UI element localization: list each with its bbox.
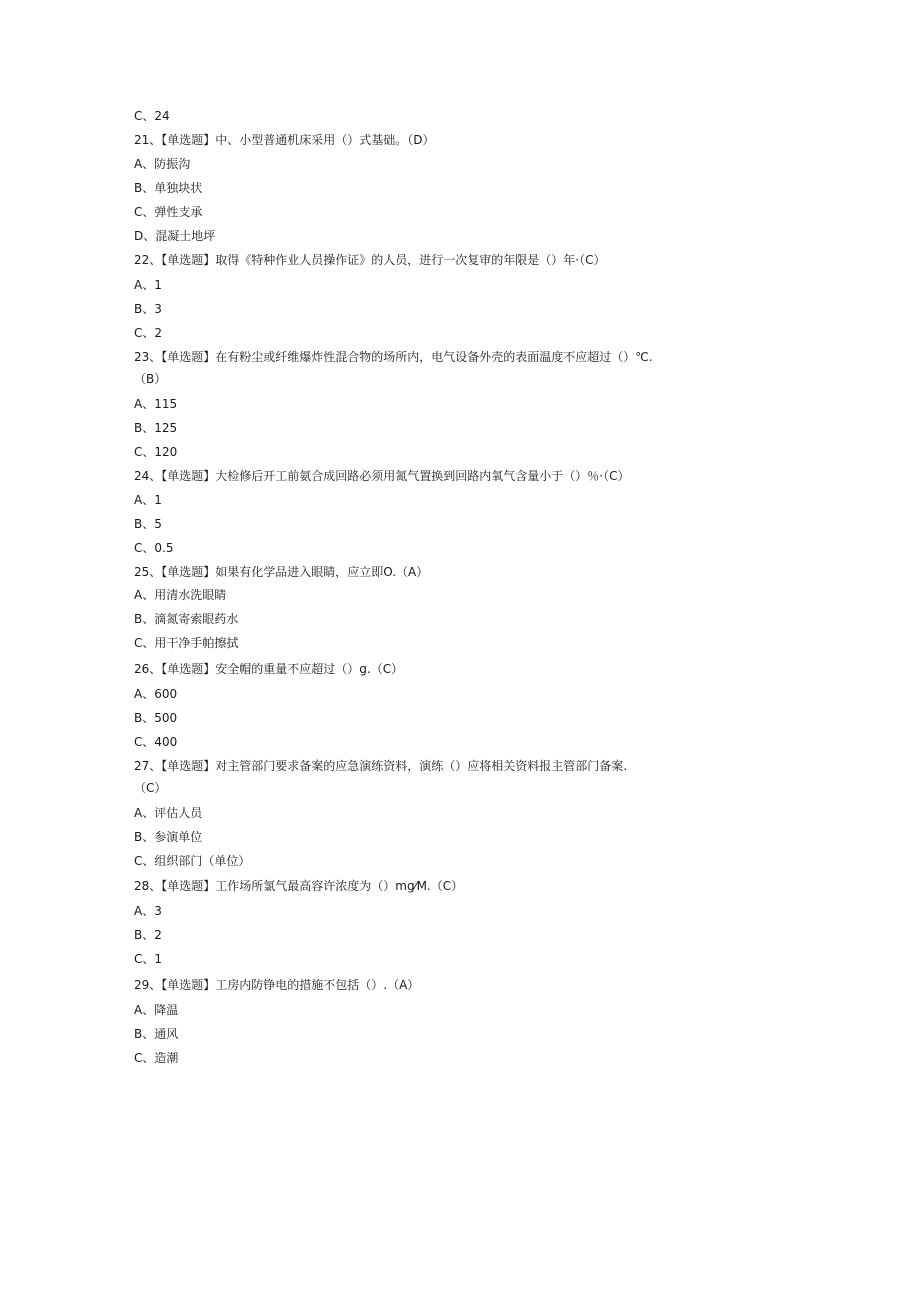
option-line: C、用干净手帕擦拭 [134,636,239,650]
option-line: D、混凝土地坪 [134,229,216,243]
option-line: C、造潮 [134,1051,179,1065]
option-line: C、0.5 [134,541,174,555]
option-line: A、降温 [134,1003,179,1017]
question-line: 25、【单选题】如果有化学品进入眼睛，应立即O.（A） [134,565,429,579]
question-line: 26、【单选题】安全帽的重量不应超过（）g.（C） [134,662,404,676]
question-line: 23、【单选题】在有粉尘或纤维爆炸性混合物的场所内，电气设备外壳的表面温度不应超过（）℃. [134,350,653,364]
option-line: B、滴氮寄索眼药水 [134,612,239,626]
question-line: 21、【单选题】中、小型普通机床采用（）式基础。（D） [134,133,435,147]
option-line: B、125 [134,421,178,435]
question-line: 29、【单选题】工房内防铮电的措施不包括（）.（A） [134,978,420,992]
option-line: B、通风 [134,1027,179,1041]
option-line: A、3 [134,904,162,918]
question-line: 27、【单选题】对主管部门要求备案的应急演练资料，演练（）应将相关资料报主管部门备案. [134,759,628,773]
question-answer-line: （C） [134,781,167,795]
option-line: A、用清水洗眼睛 [134,588,227,602]
option-line: B、2 [134,928,162,942]
option-line: B、3 [134,302,162,316]
option-line: B、单独块状 [134,181,203,195]
question-line: 24、【单选题】大检修后开工前氨合成回路必须用氮气置换到回路内氧气含量小于（）％·（C） [134,469,630,483]
option-line: A、防振沟 [134,157,191,171]
option-line: A、评估人员 [134,806,203,820]
option-line: B、参演单位 [134,830,203,844]
option-line: C、120 [134,445,178,459]
option-line: A、600 [134,687,178,701]
option-line: A、1 [134,278,162,292]
option-line: C、2 [134,326,163,340]
option-line: B、5 [134,517,162,531]
option-line: C、组织部门（单位） [134,854,251,868]
option-line: C、24 [134,109,170,123]
option-line: A、115 [134,397,178,411]
option-line: A、1 [134,493,162,507]
option-line: B、500 [134,711,178,725]
option-line: C、弹性支承 [134,205,203,219]
question-answer-line: （B） [134,372,167,386]
question-line: 28、【单选题】工作场所氯气最高容许浓度为（）mg⁄M.（C） [134,879,464,893]
option-line: C、400 [134,735,178,749]
question-line: 22、【单选题】取得《特种作业人员操作证》的人员，进行一次复审的年限是（）年·（C） [134,253,606,267]
option-line: C、1 [134,952,163,966]
